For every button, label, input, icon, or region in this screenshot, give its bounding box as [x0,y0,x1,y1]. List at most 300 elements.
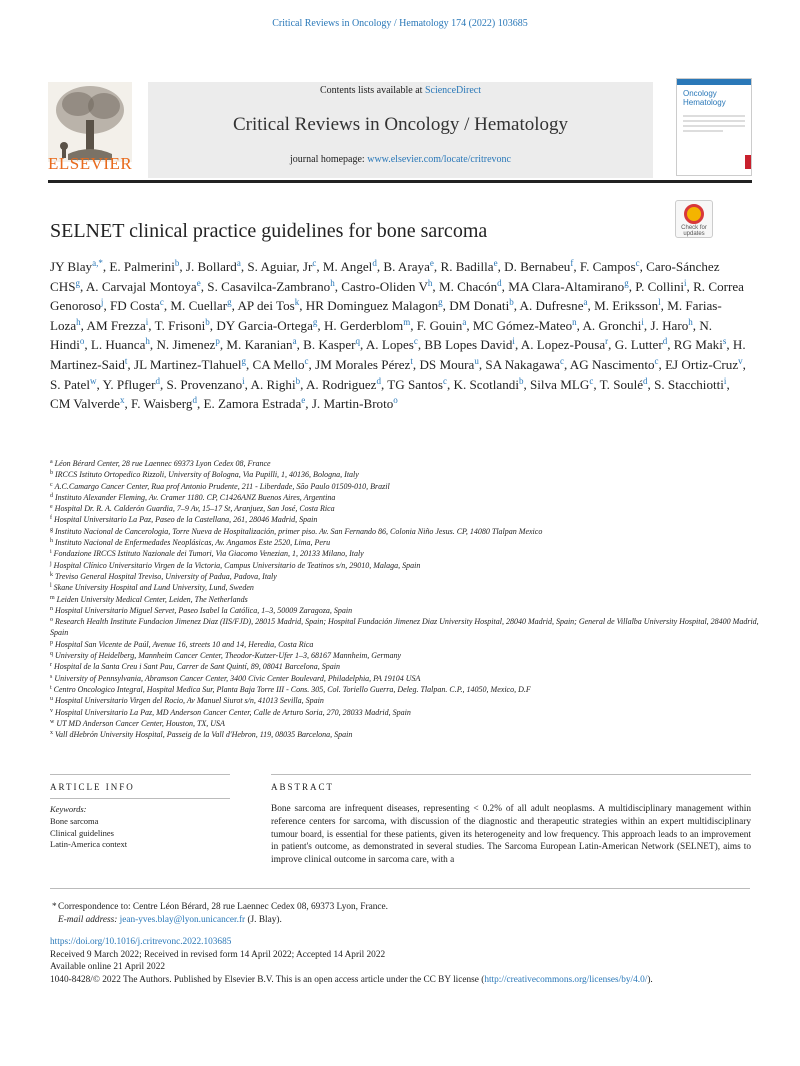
author-affiliation-marker[interactable]: c [312,258,317,268]
author-entry[interactable] [582,318,643,333]
author-name[interactable]: DY Garcia-Ortega [216,317,313,333]
author-name[interactable]: AP dei Tos [237,298,295,314]
affiliation-text: University of Pennsylvania, Abramson Cancer Center, 3400 Civic Center Boulevard, Philadelphia, PA 19104 USA [54,673,421,683]
author-entry[interactable] [103,377,160,392]
affiliation-item [50,695,760,706]
affiliation-text: UT MD Anderson Cancer Center, Houston, TX, USA [56,718,225,728]
affiliation-marker: i [50,549,52,556]
author-affiliation-marker[interactable]: i [512,336,515,347]
author-name[interactable]: S. Patel [50,376,91,392]
author-affiliation-marker[interactable]: c [442,375,447,386]
author-entry[interactable] [449,298,514,313]
author-entry[interactable] [91,337,150,352]
author-entry[interactable] [520,298,588,313]
sciencedirect-link[interactable]: ScienceDirect [424,85,482,96]
affiliation-marker: a [50,459,53,465]
author-name[interactable]: MA Clara-Altamirano [508,278,625,294]
affiliation-text: Hospital Universitario La Paz, Paseo de la Castellana, 261, 28046 Madrid, Spain [54,515,318,525]
affiliation-item [50,707,760,718]
author-entry[interactable] [226,337,296,352]
affiliation-marker: w [50,718,55,725]
keywords-block [50,804,260,851]
available-online: Available online 21 April 2022 [50,962,165,972]
affiliation-text: University of Heidelberg, Mannheim Cancer Center, Theodor-Kutzer-Ufer 1–3, 68167 Mannheim, Germany [55,651,401,661]
author-name[interactable]: M. Angel [322,259,373,274]
author-name[interactable]: E. Zamora Estrada [203,396,302,412]
author-entry[interactable] [383,259,434,274]
author-name[interactable]: BB Lopes David [424,337,513,353]
email-suffix: (J. Blay). [245,914,282,925]
author-name[interactable]: A. Rodriguez [305,376,377,392]
affiliation-marker: p [50,639,53,646]
author-affiliation-marker[interactable]: a [292,336,297,347]
author-entry[interactable] [417,318,467,333]
affiliation-marker: n [50,605,53,612]
affiliation-item [50,616,760,639]
author-entry[interactable] [134,357,246,372]
author-entry[interactable] [87,318,149,333]
author-name[interactable]: J. Haro [650,317,689,333]
affiliation-text: Hospital de la Santa Creu i Sant Pau, Carrer de Sant Quintí, 89, 08041 Barcelona, Spain [54,662,340,672]
author-entry[interactable] [454,377,524,392]
author-name[interactable]: J. Martin-Broto [311,396,394,412]
author-entry[interactable] [156,337,219,352]
affiliation-text: IRCCS Istituto Ortopedico Rizzoli, University of Bologna, Via Pupilli, 1, 40136, Bologna, Italy [55,470,359,480]
author-affiliation-marker[interactable]: c [589,375,594,386]
author-affiliation-marker[interactable]: m [403,316,411,327]
affiliation-item [50,639,760,650]
author-entry[interactable] [251,377,301,392]
author-entry[interactable] [419,357,478,372]
author-affiliation-marker[interactable]: a [462,316,467,327]
author-name[interactable]: CA Mello [252,356,305,372]
abstract-heading: ABSTRACT [271,782,335,792]
affiliation-text: Leiden University Medical Center, Leiden, The Netherlands [56,594,248,604]
journal-masthead [148,82,653,178]
author-name[interactable]: Silva MLG [530,376,590,392]
author-entry[interactable] [247,259,316,274]
author-name[interactable]: F. Campos [579,259,636,274]
author-name[interactable]: H. Gerderblom [323,317,404,333]
author-affiliation-marker[interactable]: i [242,375,245,386]
affiliation-item [50,514,760,525]
elsevier-wordmark: ELSEVIER [48,154,133,173]
author-name[interactable]: A. Carvajal Montoya [85,278,197,294]
cover-title-line2: Hematology [683,98,726,107]
author-name[interactable]: SA Nakagawa [485,356,560,372]
check-updates-label: Check for updates [681,225,707,237]
author-entry[interactable] [207,279,334,294]
author-name[interactable]: A. Righi [250,376,296,392]
author-affiliation-marker[interactable]: i [641,316,644,327]
article-info-rule [50,774,230,775]
affiliation-marker: u [50,696,53,703]
author-name[interactable]: Castro-Oliden V [341,278,428,294]
author-entry[interactable] [580,259,640,274]
email-link[interactable]: jean-yves.blay@lyon.unicancer.fr [119,914,246,925]
author-entry[interactable] [167,377,245,392]
author-name[interactable]: L. Huanca [90,337,146,353]
author-affiliation-marker[interactable]: h [145,336,150,347]
affiliation-text: Skane University Hospital and Lund University, Lund, Sweden [53,583,254,593]
author-name[interactable]: M. Eriksson [594,298,659,314]
affiliation-marker: s [50,673,53,680]
affiliation-text: Instituto Nacional de Enfermedades Neoplásicas, Av. Angamos Este 2520, Lima, Peru [55,538,331,548]
author-name[interactable]: HR Dominguez Malagon [305,298,439,314]
license-line [50,974,770,987]
author-name[interactable]: M. Farias-Loza [50,298,722,333]
author-affiliation-marker[interactable]: d [155,375,160,386]
author-affiliation-marker[interactable]: e [493,258,498,268]
author-entry[interactable] [86,279,201,294]
author-affiliation-marker[interactable]: a [236,258,241,268]
author-affiliation-marker[interactable]: c [159,297,164,308]
article-title: SELNET clinical practice guidelines for bone sarcoma [50,220,488,242]
author-affiliation-marker[interactable]: g [75,277,80,288]
journal-cover-thumbnail[interactable] [676,78,752,176]
author-affiliation-marker[interactable]: e [301,395,306,406]
affiliation-item [50,492,760,503]
author-affiliation-marker[interactable]: d [662,336,668,347]
affiliation-marker: c [50,481,53,488]
author-affiliation-marker[interactable]: d [497,277,502,288]
author-affiliation-marker[interactable]: i [684,277,687,288]
license-link[interactable]: http://creativecommons.org/licenses/by/4.0/ [484,974,648,985]
affiliation-item [50,594,760,605]
homepage-prefix: journal homepage: [290,154,368,165]
author-affiliation-marker[interactable]: u [474,355,479,366]
affiliation-item [50,526,760,537]
author-name[interactable]: JM Morales Pérez [315,356,411,372]
keyword-item: Latin-America context [50,839,128,850]
author-entry[interactable] [521,337,608,352]
author-name[interactable]: EJ Ortiz-Cruz [665,356,739,372]
author-entry[interactable] [216,318,317,333]
author-affiliation-marker[interactable]: c [559,355,564,366]
author-name[interactable]: B. Araya [383,259,430,274]
affiliation-marker: t [50,684,52,691]
affiliation-item [50,469,760,480]
author-entry[interactable] [306,377,381,392]
affiliation-text: Léon Bérard Center, 28 rue Laennec 69373 Lyon Cedex 08, France [54,459,271,468]
affiliation-text: Hospital Universitario Virgen del Rocio, Av Manuel Siurot s/n, 41013 Sevilla, Spain [55,696,324,706]
author-affiliation-marker[interactable]: l [658,297,661,308]
author-name[interactable]: AG Nascimento [569,356,655,372]
author-affiliation-marker[interactable]: f [570,258,574,268]
abstract-rule [271,774,751,775]
author-affiliation-marker[interactable]: b [518,375,524,386]
author-affiliation-marker[interactable]: i [145,316,149,327]
author-entry[interactable] [665,357,743,372]
author-entry[interactable] [424,337,515,352]
author-entry[interactable] [508,279,629,294]
author-affiliation-marker[interactable]: t [410,355,413,366]
author-entry[interactable] [387,377,447,392]
author-affiliation-marker[interactable]: a [583,297,588,308]
affiliation-text: Instituto Nacional de Cancerologia, Torre Nueva de Hospitalización, primer piso. Av. San Fernando 86, Colonia Niño Jesus. CP, 14080 Tlalpan Mexico [55,526,543,536]
author-affiliation-marker[interactable]: d [192,395,197,406]
author-affiliation-marker[interactable]: t [124,355,128,366]
journal-citation[interactable]: Critical Reviews in Oncology / Hematology 174 (2022) 103685 [272,18,528,29]
affiliation-marker: j [50,560,52,567]
affiliation-text: Centro Oncologico Integral, Hospital Medica Sur, Planta Baja Torre III - Cons. 305, Col. Toriello Guerra, Deleg. Tlalpan. C.P., 14050, Mexico, D.F [53,684,531,694]
author-name[interactable]: MC Gómez-Mateo [472,317,573,333]
author-entry[interactable] [155,318,210,333]
affiliation-item [50,548,760,559]
author-name[interactable]: F. Gouin [416,317,463,333]
author-affiliation-marker[interactable]: r [605,336,609,347]
author-entry[interactable] [315,357,413,372]
license-suffix: ). [647,974,653,985]
affiliation-text: Hospital San Vicente de Paúl, Avenue 16, streets 10 and 14, Heredia, Costa Rica [55,639,314,649]
author-affiliation-marker[interactable]: g [312,316,318,327]
author-entry[interactable] [324,318,410,333]
author-affiliation-marker[interactable]: s [722,336,727,347]
author-name[interactable]: N. Jimenez [156,337,216,353]
author-affiliation-marker[interactable]: h [688,316,693,327]
author-affiliation-marker[interactable]: d [376,375,381,386]
affiliation-item [50,537,760,548]
author-entry[interactable] [439,279,502,294]
contents-line [148,85,653,96]
author-affiliation-marker[interactable]: d [372,258,377,268]
affiliation-marker: g [50,526,53,533]
affiliation-item [50,718,760,729]
publication-info [50,936,770,986]
affiliation-text: Hospital Dr. R. A. Calderón Guardia, 7–9 Av, 15–17 St, Aranjuez, San José, Costa Rica [54,504,335,514]
author-name[interactable]: RG Maki [673,337,723,353]
affiliation-text: Research Health Institute Fundacion Jimenez Diaz (IIS/FJD), 28015 Madrid, Spain; Hospital Fundación Jimenez Diaz University Hospital, 28040 Madrid, Spain; General de Villalba University Hospital, 28400 Madrid, Spain [50,617,759,638]
affiliation-item [50,729,760,740]
correspondence-address: Correspondence to: Centre Léon Bérard, 28 rue Laennec Cedex 08, 69373 Lyon, France. [58,902,388,912]
author-name[interactable]: DS Moura [419,356,475,372]
author-name[interactable]: B. Kasper [303,337,356,353]
author-entry[interactable] [170,298,231,313]
author-name[interactable]: J. Bollard [185,259,237,274]
author-affiliation-marker[interactable]: c [413,336,418,347]
correspondence-footnote [52,901,748,926]
author-entry[interactable] [341,279,432,294]
author-name[interactable]: R. Badilla [440,259,494,274]
author-name[interactable]: E. Palmerini [109,259,175,274]
author-entry[interactable] [312,396,398,411]
crossmark-icon [684,204,704,224]
author-name[interactable]: A. Gronchi [582,317,642,333]
affiliation-text: A.C.Camargo Cancer Center, Rua prof Antonio Prudente, 211 - Liberdade, São Paulo 01509-010, Brazil [54,481,390,491]
author-name[interactable]: H. Martinez-Said [50,337,746,372]
author-affiliation-marker[interactable]: q [355,336,361,347]
homepage-line [148,154,653,165]
author-name[interactable]: S. Aguiar, Jr [247,259,313,274]
author-entry[interactable] [530,377,593,392]
author-entry[interactable] [237,298,299,313]
author-affiliation-marker[interactable]: h [427,277,433,288]
email-line [58,914,748,927]
author-affiliation-marker[interactable]: d [643,375,648,386]
author-name[interactable]: F. Waisberg [131,396,193,412]
affiliation-marker: o [50,617,53,624]
author-affiliation-marker[interactable]: c [304,355,309,366]
author-affiliation-marker[interactable]: v [738,355,743,366]
keywords-rule [50,798,230,799]
author-entry[interactable] [323,259,377,274]
author-name[interactable]: Caro-Sánchez CHS [50,259,720,294]
affiliation-item [50,673,760,684]
author-affiliation-marker[interactable]: g [624,277,629,288]
affiliation-marker: f [50,515,52,522]
author-name[interactable]: S. Casavilca-Zambrano [207,278,331,294]
affiliation-item [50,650,760,661]
author-name[interactable]: M. Chacón [438,278,498,294]
received-dates: Received 9 March 2022; Received in revised form 14 April 2022; Accepted 14 April 2022 [50,949,386,960]
author-affiliation-marker[interactable]: g [227,297,232,308]
author-entry[interactable] [504,259,573,274]
affiliation-marker: q [50,651,53,658]
author-name[interactable]: FD Costa [109,298,160,314]
author-affiliation-marker[interactable]: h [330,277,335,288]
author-name[interactable]: CM Valverde [50,396,120,412]
author-entry[interactable] [594,298,661,313]
author-entry[interactable] [440,259,497,274]
affiliation-item [50,481,760,492]
author-entry[interactable] [50,396,124,411]
author-name[interactable]: R. Correa Genoroso [50,278,744,314]
keyword-item: Clinical guidelines [50,827,114,838]
affiliation-text: Treviso General Hospital Treviso, University of Padua, Padova, Italy [55,571,277,581]
author-name[interactable]: M. Karanian [226,337,293,353]
author-entry[interactable] [303,337,360,352]
affiliation-item [50,571,760,582]
author-affiliation-marker[interactable]: g [241,355,246,366]
author-name[interactable]: T. Soulé [599,376,644,392]
affiliation-text: Hospital Universitario Miguel Servet, Paseo Isabel la Católica, 1–3, 50009 Zaragoza, Spain [55,605,353,615]
author-name[interactable]: K. Scotlandi [453,376,519,392]
affiliation-item [50,458,760,469]
cover-title-line1: Oncology [683,89,717,98]
journal-title: Critical Reviews in Oncology / Hematology [232,114,569,135]
author-affiliation-marker[interactable]: h [76,316,81,327]
author-affiliation-marker[interactable]: b [509,297,514,308]
license-prefix: 1040-8428/© 2022 The Authors. Published by Elsevier B.V. This is an open access article under the CC BY license ( [50,974,485,985]
author-entry[interactable] [110,298,164,313]
homepage-link[interactable]: www.elsevier.com/locate/critrevonc [367,154,511,165]
check-for-updates-badge[interactable] [675,200,713,238]
author-affiliation-marker[interactable]: n [572,316,577,327]
author-name[interactable]: AM Frezza [86,317,146,333]
author-entry[interactable] [635,279,686,294]
footnote-star: * [52,902,57,912]
affiliation-marker: b [50,470,53,477]
author-name[interactable]: N. Hindi [50,317,713,353]
doi-link[interactable]: https://doi.org/10.1016/j.critrevonc.2022.103685 [50,937,232,947]
author-entry[interactable] [366,337,418,352]
author-entry[interactable] [253,357,309,372]
affiliation-list [50,458,760,740]
author-affiliation-marker[interactable]: c [635,258,640,268]
author-name[interactable]: P. Collini [635,278,685,294]
author-entry[interactable] [615,337,668,352]
author-entry[interactable] [109,259,179,274]
author-name[interactable]: D. Bernabeu [504,259,571,274]
author-affiliation-marker[interactable]: x [119,395,125,406]
author-affiliation-marker[interactable]: k [294,297,300,308]
email-label: E-mail address: [58,914,120,925]
author-entry[interactable] [186,259,241,274]
author-affiliation-marker[interactable]: a,* [92,258,103,268]
author-affiliation-marker[interactable]: c [654,355,659,366]
affiliation-item [50,661,760,672]
author-affiliation-marker[interactable]: w [90,375,97,386]
author-entry[interactable] [485,357,564,372]
author-affiliation-marker[interactable]: g [438,297,443,308]
author-entry[interactable] [650,318,692,333]
author-name[interactable]: A. Dufresne [519,298,584,314]
author-entry[interactable] [654,377,726,392]
author-name[interactable]: DM Donati [449,298,510,314]
contents-prefix: Contents lists available at [319,85,425,96]
author-name[interactable]: JL Martinez-Tlahuel [133,356,242,372]
affiliation-text: Vall dHebrón University Hospital, Passeig de la Vall d'Hebron, 119, 08035 Barcelona, Spain [55,730,353,740]
author-name[interactable]: A. Lopez-Pousa [520,337,606,353]
author-name[interactable]: Y. Pfluger [102,376,156,392]
author-name[interactable]: S. Stacchiotti [654,376,724,392]
affiliation-item [50,560,760,571]
author-entry[interactable] [600,377,648,392]
author-name[interactable]: G. Lutter [614,337,663,353]
author-affiliation-marker[interactable]: b [174,258,180,268]
affiliation-item [50,503,760,514]
author-affiliation-marker[interactable]: b [295,375,301,386]
affiliation-item [50,605,760,616]
affiliation-marker: l [50,583,52,590]
author-entry[interactable] [570,357,659,372]
affiliation-marker: r [50,662,52,669]
author-name[interactable]: T. Frisoni [154,317,206,333]
keyword-item: Bone sarcoma [50,815,99,826]
affiliation-text: Hospital Universitario La Paz, MD Anderson Cancer Center, Calle de Arturo Soria, 270, 28033 Madrid, Spain [55,707,411,717]
author-name[interactable]: M. Cuellar [170,298,228,314]
affiliation-marker: k [50,571,53,578]
author-list: JY Blay$^{a,*}$, E. Palmerini$^b$, J. Bollard$^a$, S. Aguiar, Jr$^c$, M. Angel$^d$, B. Araya$^e$, R. Badilla$^e$, D. Bernabeu$^f$, F. Campos$^c$, Caro-Sánchez CHS$^g$, A. Carvajal Montoya$^e$, S. Casavilca-Zambrano$^h$, Castro-Oliden $V^h$, M. Chacón$^d$, MA Clara-Altamirano$^g$, P. Collini$^i$, R. Correa Genoroso$^j$, FD Costa$^c$, M. Cuellar$^g$, AP dei Tos$^k$, HR Dominguez Malagon$^g$, DM Donati$^b$, A. Dufresne$^a$, M. Eriksson$^l$, M. Farias-Loza$^h$, AM Frezza$^i$, T. Frisoni$^b$, DY Garcia-Ortega$^g$, H. Gerderblom$^m$, F. Gouin$^a$, MC Gómez-Mateo$^n$, A. Gronchi$^i$, J. Haro$^h$, N. Hindi$^o$, L. Huanca$^h$, N. Jimenez$^p$, M. Karanian$^a$, B. Kasper$^q$, A. Lopes$^c$, BB Lopes David$^i$, A. Lopez-Pousa$^r$, G. Lutter$^d$, RG Maki$^s$, H. Martinez-Said$^t$, JL Martinez-Tlahuel$^g$, CA Mello$^c$, JM Morales Pérez$^t$, DS Moura$^u$, SA Nakagawa$^c$, AG Nascimento$^c$, EJ Ortiz-Cruz$^v$, S. Patel$^w$, Y. Pfluger$^d$, S. Provenzano$^i$, A. Righi$^b$, A. Rodriguez$^d$, TG Santos$^c$, K. Scotlandi$^b$, Silva MLG$^c$, T. Soulé$^d$, S. Stacchiotti$^i$, CM Valverde$^x$, F. Waisberg$^d$, E. Zamora Estrada$^e$, J. Martin-Broto$^o$ [50,258,746,412]
author-entry[interactable] [306,298,443,313]
author-entry[interactable] [203,396,305,411]
author-entry[interactable] [473,318,577,333]
affiliation-marker: v [50,707,53,714]
affiliation-item [50,582,760,593]
author-entry[interactable] [50,377,97,392]
affiliation-text: Instituto Alexander Fleming, Av. Cramer 1180. CP, C1426ANZ Buenos Aires, Argentina [55,492,336,502]
author-affiliation-marker[interactable]: p [215,336,220,347]
author-name[interactable]: JY Blay [50,259,93,274]
article-info-heading: ARTICLE INFO [50,782,135,792]
author-entry[interactable] [131,396,197,411]
author-affiliation-marker[interactable]: i [723,375,727,386]
author-name[interactable]: TG Santos [387,376,443,392]
author-affiliation-marker[interactable]: j [100,297,104,308]
author-affiliation-marker[interactable]: b [205,316,210,327]
author-entry[interactable] [50,259,103,274]
author-affiliation-marker[interactable]: e [429,258,434,268]
affiliation-marker: e [50,504,53,511]
author-affiliation-marker[interactable]: e [196,277,201,288]
author-name[interactable]: S. Provenzano [166,376,243,392]
affiliation-item [50,684,760,695]
author-name[interactable]: A. Lopes [365,337,414,353]
author-entry[interactable] [674,337,727,352]
keywords-label: Keywords: [50,804,87,814]
author-affiliation-marker[interactable]: o [79,336,85,347]
author-affiliation-marker[interactable]: o [393,395,398,406]
